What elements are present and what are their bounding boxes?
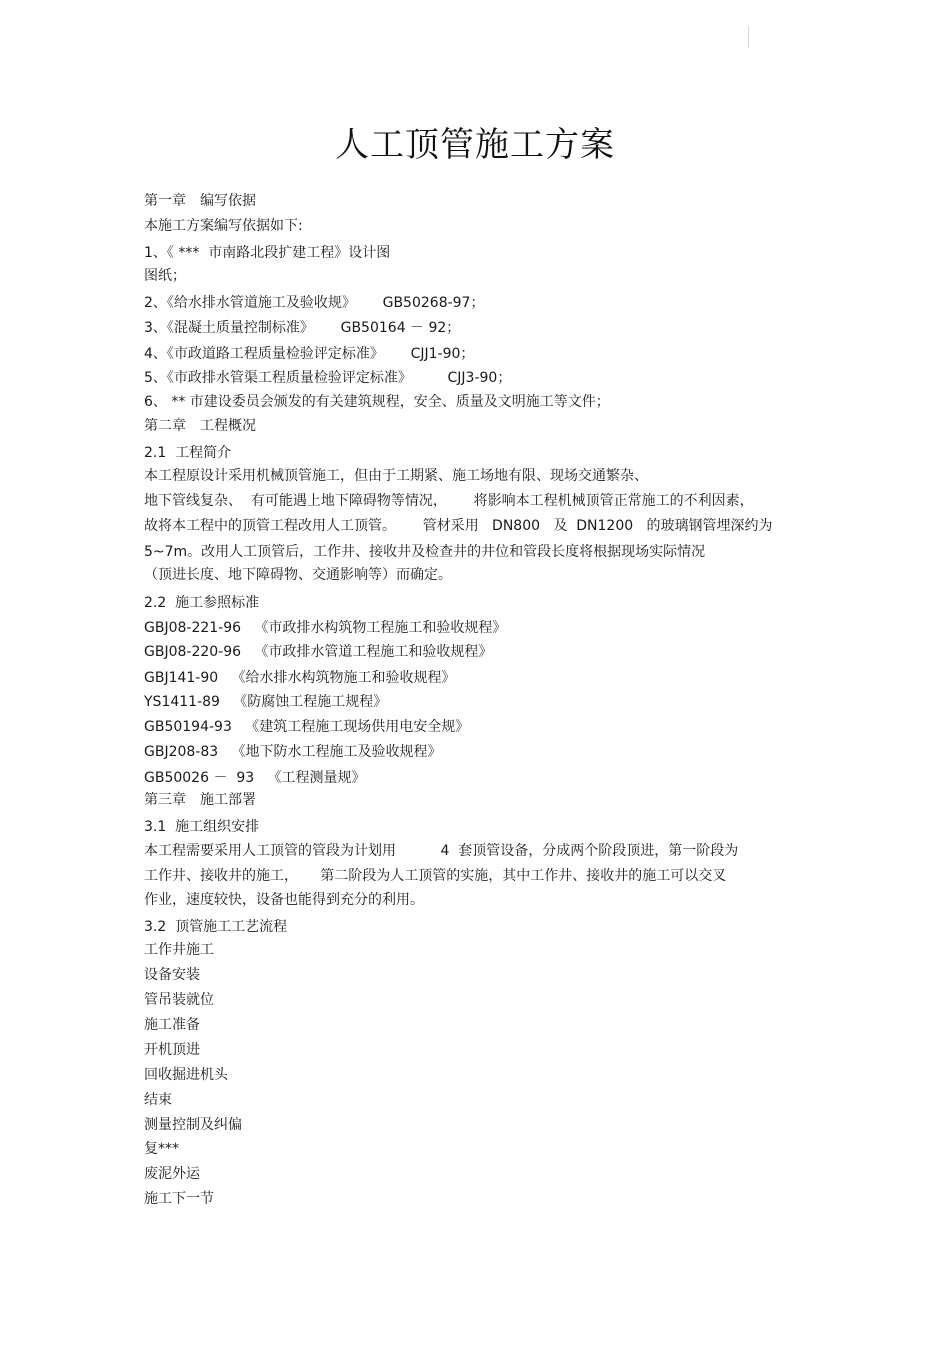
paragraph-line: （顶进长度、地下障碍物、交通影响等）而确定。 bbox=[144, 567, 452, 583]
paragraph-line: 本工程原设计采用机械顶管施工，但由于工期紧、施工场地有限、现场交通繁杂、 bbox=[144, 468, 648, 484]
list-item: 4、《市政道路工程质量检验评定标准》 CJJ1-90； bbox=[144, 346, 475, 362]
flow-step: 设备安装 bbox=[144, 967, 200, 983]
chapter-heading: 第二章 工程概况 bbox=[144, 418, 256, 434]
document-title: 人工顶管施工方案 bbox=[335, 125, 615, 165]
standard-item: GBJ08-220-96 《市政排水管道工程施工和验收规程》 bbox=[144, 644, 493, 660]
text-line: 本施工方案编写依据如下: bbox=[144, 218, 303, 234]
paragraph-line: 工作井、接收井的施工， 第二阶段为人工顶管的实施，其中工作井、接收井的施工可以交叉 bbox=[144, 868, 727, 884]
list-item: 1、《 *** 市南路北段扩建工程》设计图 bbox=[144, 245, 391, 261]
flow-step: 结束 bbox=[144, 1092, 172, 1108]
list-item: 2、《给水排水管道施工及验收规》 GB50268-97； bbox=[144, 295, 485, 311]
paragraph-line: 故将本工程中的顶管工程改用人工顶管。 管材采用 DN800 及 DN1200 的玻璃钢管埋深约为 bbox=[144, 518, 773, 534]
section-heading: 2.1 工程简介 bbox=[144, 445, 232, 461]
list-item: 5、《市政排水管渠工程质量检验评定标准》 CJJ3-90； bbox=[144, 370, 512, 386]
paragraph-line: 本工程需要采用人工顶管的管段为计划用 4 套顶管设备，分成两个阶段顶进，第一阶段为 bbox=[144, 843, 739, 859]
flow-step: 废泥外运 bbox=[144, 1166, 200, 1182]
standard-item: GBJ08-221-96 《市政排水构筑物工程施工和验收规程》 bbox=[144, 620, 507, 636]
list-item: 3、《混凝土质量控制标准》 GB50164 － 92； bbox=[144, 320, 461, 336]
paragraph-line: 地下管线复杂、 有可能遇上地下障碍物等情况， 将影响本工程机械顶管正常施工的不利因素， bbox=[144, 493, 754, 509]
flow-step: 复*** bbox=[144, 1141, 179, 1157]
chapter-heading: 第三章 施工部署 bbox=[144, 792, 256, 808]
page-edge-mark bbox=[748, 26, 749, 48]
flow-step: 测量控制及纠偏 bbox=[144, 1117, 242, 1133]
section-heading: 2.2 施工参照标准 bbox=[144, 595, 260, 611]
flow-step: 施工下一节 bbox=[144, 1191, 214, 1207]
flow-step: 回收掘进机头 bbox=[144, 1067, 228, 1083]
paragraph-line: 5~7m。改用人工顶管后，工作井、接收井及检查井的井位和管段长度将根据现场实际情况 bbox=[144, 544, 706, 560]
flow-step: 开机顶进 bbox=[144, 1042, 200, 1058]
standard-item: GB50026 － 93 《工程测量规》 bbox=[144, 770, 366, 786]
standard-item: GBJ141-90 《给水排水构筑物施工和验收规程》 bbox=[144, 670, 456, 686]
list-item: 6、 ** 市建设委员会颁发的有关建筑规程，安全、质量及文明施工等文件； bbox=[144, 394, 610, 410]
standard-item: GB50194-93 《建筑工程施工现场供用电安全规》 bbox=[144, 719, 470, 735]
flow-step: 管吊装就位 bbox=[144, 992, 214, 1008]
standard-item: GBJ208-83 《地下防水工程施工及验收规程》 bbox=[144, 744, 442, 760]
text-line: 图纸； bbox=[144, 268, 186, 284]
chapter-heading: 第一章 编写依据 bbox=[144, 193, 256, 209]
flow-step: 施工准备 bbox=[144, 1017, 200, 1033]
standard-item: YS1411-89 《防腐蚀工程施工规程》 bbox=[144, 694, 388, 710]
flow-step: 工作井施工 bbox=[144, 942, 214, 958]
paragraph-line: 作业，速度较快，设备也能得到充分的利用。 bbox=[144, 892, 424, 908]
section-heading: 3.1 施工组织安排 bbox=[144, 819, 260, 835]
section-heading: 3.2 顶管施工工艺流程 bbox=[144, 919, 288, 935]
